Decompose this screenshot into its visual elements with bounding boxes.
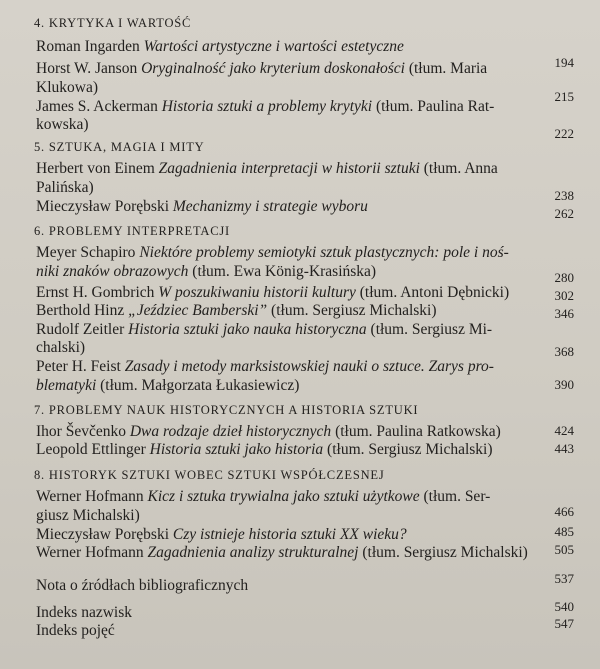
section-heading: 5. SZTUKA, MAGIA I MITY <box>34 140 205 154</box>
toc-entry <box>36 604 132 622</box>
entry-title: niki znaków obrazowych <box>36 263 189 280</box>
entry-author: Roman Ingarden <box>36 38 140 55</box>
entry-title: „Jeździec Bamberski” <box>128 302 268 319</box>
entry-author: Leopold Ettlinger <box>36 441 146 458</box>
entry-title: Historia sztuki jako nauka historyczna <box>128 321 367 338</box>
toc-entry-continuation <box>36 339 85 357</box>
toc-entry <box>36 358 494 376</box>
toc-entry <box>36 577 248 595</box>
entry-translator: (tłum. Sergiusz Michalski) <box>327 441 493 458</box>
entry-page-number: 547 <box>554 616 574 631</box>
toc-entry-continuation <box>36 263 376 281</box>
entry-page-number: 424 <box>554 423 574 438</box>
entry-page-number: 485 <box>554 524 574 539</box>
entry-translator: (tłum. Sergiusz Michalski) <box>362 544 528 561</box>
toc-entry <box>36 160 498 178</box>
entry-title: Zagadnienia interpretacji w historii sztuki <box>158 160 420 177</box>
entry-author: Berthold Hinz <box>36 302 125 319</box>
entry-author: Rudolf Zeitler <box>36 321 125 338</box>
entry-page-number: 368 <box>554 344 574 359</box>
entry-title: Oryginalność jako kryterium doskonałości <box>141 60 405 77</box>
entry-label: Nota o źródłach bibliograficznych <box>36 577 249 594</box>
entry-title: Wartości artystyczne i wartości estetyczne <box>143 38 404 55</box>
toc-entry <box>36 198 368 216</box>
section-heading: 4. KRYTYKA I WARTOŚĆ <box>34 16 192 30</box>
entry-translator: (tłum. Sergiusz Michalski) <box>271 302 437 319</box>
entry-title: Historia sztuki jako historia <box>149 441 324 458</box>
entry-translator: Klukowa) <box>36 79 98 96</box>
entry-page-number: 262 <box>554 206 574 221</box>
entry-author: Werner Hofmann <box>36 488 144 505</box>
entry-title: Historia sztuki a problemy krytyki <box>161 98 373 115</box>
entry-translator: (tłum. Małgorzata Łukasiewicz) <box>100 377 300 394</box>
entry-author: Werner Hofmann <box>36 544 144 561</box>
entry-page-number: 466 <box>554 504 574 519</box>
entry-page-number: 540 <box>554 599 574 614</box>
entry-title: Zasady i metody marksistowskiej nauki o sztuce. Zarys pro- <box>124 358 494 375</box>
toc-entry-continuation <box>36 507 140 525</box>
toc-entry <box>36 321 492 339</box>
toc-entry-continuation <box>36 377 299 395</box>
toc-entry <box>36 622 115 640</box>
entry-page-number: 194 <box>554 55 574 70</box>
entry-page-number: 505 <box>554 542 574 557</box>
entry-translator: (tłum. Maria <box>408 60 488 77</box>
toc-entry <box>36 38 404 56</box>
entry-title: blematyki <box>36 377 97 394</box>
entry-title: Kicz i sztuka trywialna jako sztuki użytkowe <box>147 488 420 505</box>
entry-label: Indeks nazwisk <box>36 604 132 621</box>
toc-entry <box>36 544 528 562</box>
entry-translator: (tłum. Ewa König-Krasińska) <box>192 263 377 280</box>
entry-author: James S. Ackerman <box>36 98 158 115</box>
entry-translator: giusz Michalski) <box>36 507 140 524</box>
entry-author: Horst W. Janson <box>36 60 138 77</box>
entry-author: Meyer Schapiro <box>36 244 136 261</box>
toc-entry <box>36 60 487 78</box>
entry-author: Herbert von Einem <box>36 160 155 177</box>
entry-author: Mieczysław Porębski <box>36 198 170 215</box>
entry-translator: kowska) <box>36 116 89 133</box>
toc-entry-continuation <box>36 116 89 134</box>
toc-entry <box>36 441 493 459</box>
entry-translator: (tłum. Anna <box>423 160 498 177</box>
entry-translator: Palińska) <box>36 179 94 196</box>
entry-page-number: 280 <box>554 270 574 285</box>
entry-label: Indeks pojęć <box>36 622 115 639</box>
entry-title: Dwa rodzaje dzieł historycznych <box>129 423 332 440</box>
entry-translator: (tłum. Antoni Dębnicki) <box>359 284 510 301</box>
entry-translator: (tłum. Ser- <box>423 488 491 505</box>
toc-entry <box>36 302 437 320</box>
section-heading: 6. PROBLEMY INTERPRETACJI <box>34 224 230 238</box>
entry-author: Mieczysław Porębski <box>36 526 170 543</box>
entry-translator: (tłum. Paulina Ratkowska) <box>335 423 501 440</box>
entry-title: Niektóre problemy semiotyki sztuk plastycznych: pole i noś- <box>139 244 509 261</box>
entry-page-number: 537 <box>554 571 574 586</box>
entry-page-number: 443 <box>554 441 574 456</box>
toc-entry <box>36 98 494 116</box>
entry-author: Ernst H. Gombrich <box>36 284 155 301</box>
entry-translator: (tłum. Paulina Rat- <box>375 98 495 115</box>
toc-entry <box>36 526 407 544</box>
entry-author: Peter H. Feist <box>36 358 121 375</box>
section-heading: 7. PROBLEMY NAUK HISTORYCZNYCH A HISTORIA SZTUKI <box>34 403 419 417</box>
entry-title: Czy istnieje historia sztuki XX wieku? <box>172 526 407 543</box>
entry-title: Zagadnienia analizy strukturalnej <box>147 544 359 561</box>
entry-author: Ihor Ševčenko <box>36 423 126 440</box>
entry-page-number: 215 <box>554 89 574 104</box>
entry-translator: chalski) <box>36 339 86 356</box>
entry-page-number: 390 <box>554 377 574 392</box>
toc-entry <box>36 284 509 302</box>
entry-translator: (tłum. Sergiusz Mi- <box>370 321 493 338</box>
toc-entry <box>36 488 490 506</box>
entry-title: W poszukiwaniu historii kultury <box>158 284 356 301</box>
entry-page-number: 346 <box>554 306 574 321</box>
section-heading: 8. HISTORYK SZTUKI WOBEC SZTUKI WSPÓŁCZESNEJ <box>34 468 385 482</box>
toc-entry <box>36 244 509 262</box>
entry-title: Mechanizmy i strategie wyboru <box>172 198 368 215</box>
toc-entry-continuation <box>36 79 98 97</box>
entry-page-number: 302 <box>554 288 574 303</box>
entry-page-number: 222 <box>554 126 574 141</box>
toc-entry-continuation <box>36 179 94 197</box>
entry-page-number: 238 <box>554 188 574 203</box>
toc-entry <box>36 423 501 441</box>
